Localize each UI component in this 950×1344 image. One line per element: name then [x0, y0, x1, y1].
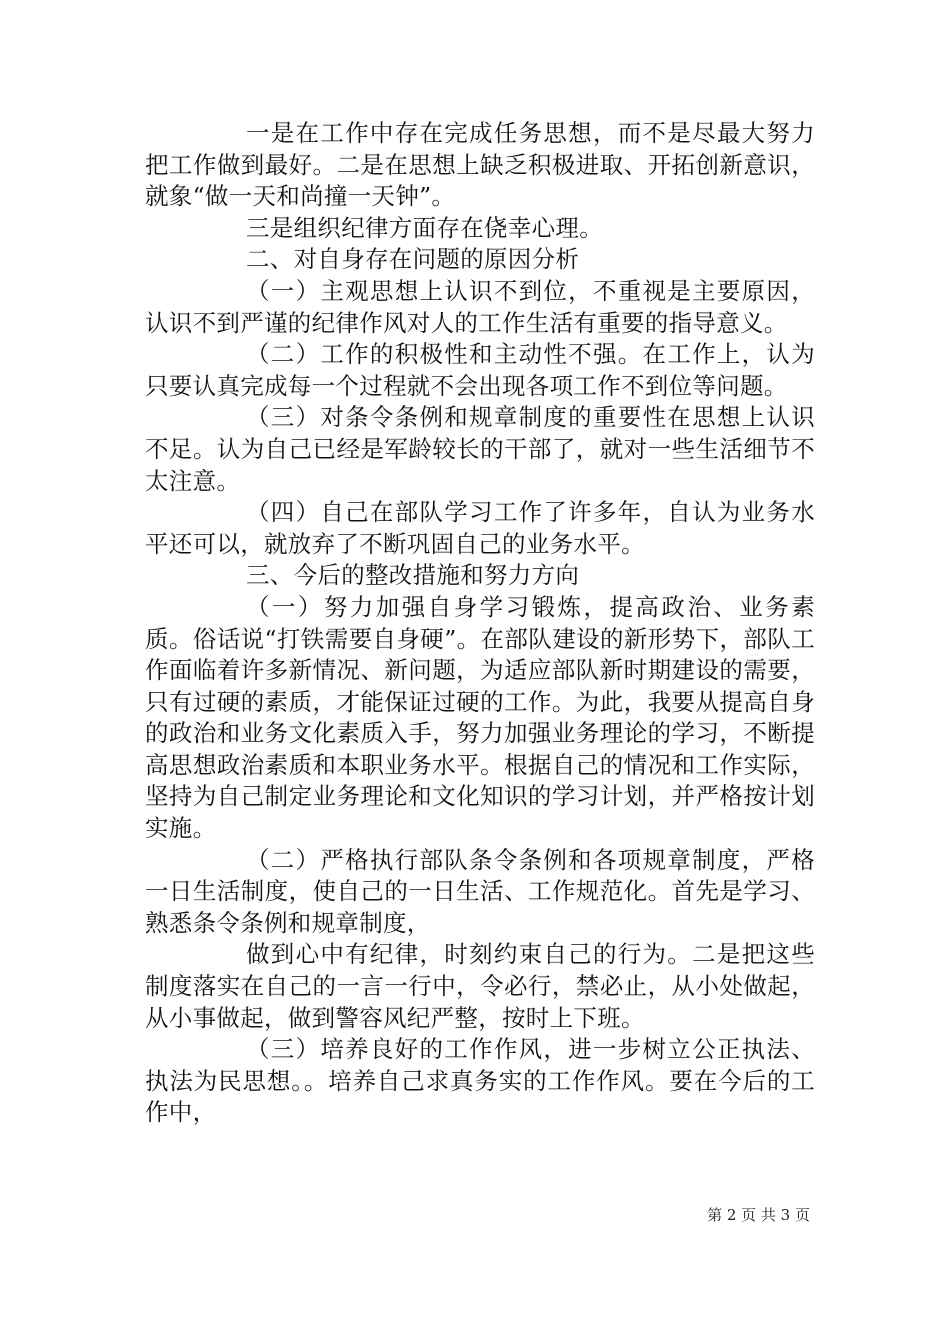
paragraph-7: （四）自己在部队学习工作了许多年，自认为业务水平还可以，就放弃了不断巩固自己的业务水平。	[145, 498, 815, 558]
paragraph-6: （三）对条令条例和规章制度的重要性在思想上认识不足。认为自己已经是军龄较长的干部了，就对一些生活细节不太注意。	[145, 403, 815, 495]
paragraph-10: （二）严格执行部队条令条例和各项规章制度，严格一日生活制度，使自己的一日生活、工作规范化。首先是学习、熟悉条令条例和规章制度，	[145, 845, 815, 937]
page-number-footer: 第 2 页 共 3 页	[707, 1206, 810, 1224]
document-body	[145, 118, 815, 1129]
paragraph-4: （一）主观思想上认识不到位，不重视是主要原因，认识不到严谨的纪律作风对人的工作生活有重要的指导意义。	[145, 276, 815, 337]
paragraph-2: 三是组织纪律方面存在侥幸心理。	[246, 213, 603, 242]
paragraph-5: （二）工作的积极性和主动性不强。在工作上，认为只要认真完成每一个过程就不会出现各项工作不到位等问题。	[145, 340, 815, 400]
paragraph-1: 一是在工作中存在完成任务思想，而不是尽最大努力把工作做到最好。二是在思想上缺乏积极进取、开拓创新意识，就象“做一天和尚撞一天钟”。	[145, 119, 815, 211]
section-heading-3: 三、今后的整改措施和努力方向	[246, 561, 580, 590]
paragraph-9: （一）努力加强自身学习锻炼，提高政治、业务素质。俗话说“打铁需要自身硬”。在部队建设的新形势下，部队工作面临着许多新情况、新问题，为适应部队新时期建设的需要，只有过硬的素质，才能保证过硬的工作。为此，我要从提高自身的政治和业务文化素质入手，努力加强业务理论的学习，不断提高思想政治素质和本职业务水平。根据自己的情况和工作实际，坚持为自己制定业务理论和文化知识的学习计划，并严格按计划实施。	[145, 592, 815, 843]
paragraph-11: 做到心中有纪律，时刻约束自己的行为。二是把这些制度落实在自己的一言一行中，令必行，禁必止，从小处做起，从小事做起，做到警容风纪严整，按时上下班。	[145, 940, 815, 1032]
paragraph-12: （三）培养良好的工作作风，进一步树立公正执法、执法为民思想。。培养自己求真务实的工作作风。要在今后的工作中，	[145, 1035, 815, 1127]
section-heading-2: 二、对自身存在问题的原因分析	[246, 245, 580, 274]
